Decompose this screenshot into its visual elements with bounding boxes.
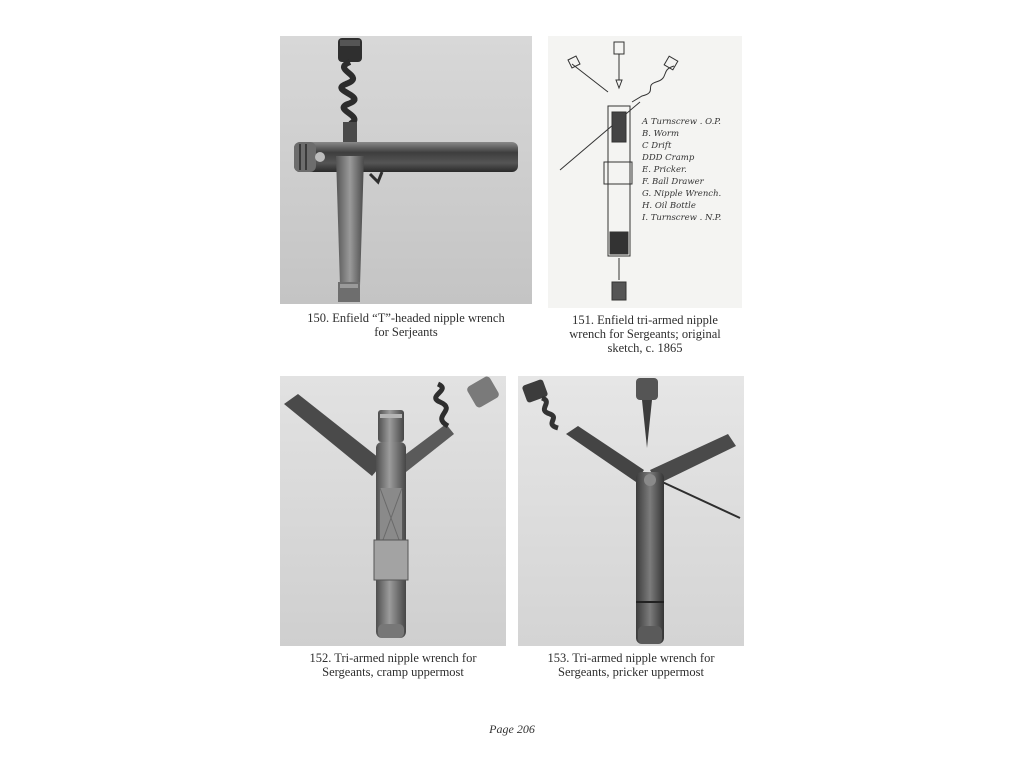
t-headed-wrench-image xyxy=(280,36,532,304)
caption-line: 153. Tri-armed nipple wrench for xyxy=(547,651,715,665)
sketch-key-line: F. Ball Drawer xyxy=(642,177,704,187)
caption-line: 151. Enfield tri-armed nipple xyxy=(572,313,718,327)
tri-armed-wrench-pricker-image xyxy=(518,376,744,646)
tri-armed-wrench-cramp-image xyxy=(280,376,506,646)
sketch-key-line: G. Nipple Wrench. xyxy=(642,189,722,199)
caption-line: 152. Tri-armed nipple wrench for xyxy=(309,651,477,665)
sketch-key-line: E. Pricker. xyxy=(642,165,687,175)
sketch-key-line: H. Oil Bottle xyxy=(642,201,696,211)
plate-150-photo xyxy=(280,36,532,304)
caption-line: 150. Enfield “T”-headed nipple wrench xyxy=(307,311,505,325)
plate-152-caption xyxy=(280,651,506,679)
sketch-key-line: A Turnscrew . O.P. xyxy=(642,117,721,127)
caption-line: for Serjeants xyxy=(374,325,438,339)
plate-152-photo xyxy=(280,376,506,646)
plate-153-caption xyxy=(518,651,744,679)
caption-line: Sergeants, cramp uppermost xyxy=(322,665,464,679)
plate-153-photo xyxy=(518,376,744,646)
caption-line: sketch, c. 1865 xyxy=(607,341,683,355)
sketch-key-line: C Drift xyxy=(642,141,672,151)
tri-armed-wrench-sketch-image xyxy=(548,36,742,308)
plate-150-caption xyxy=(280,311,532,339)
sketch-key-line: B. Worm xyxy=(642,129,680,139)
sketch-key-line: DDD Cramp xyxy=(642,153,695,163)
plate-151-caption xyxy=(548,313,742,355)
caption-line: wrench for Sergeants; original xyxy=(569,327,721,341)
caption-line: Sergeants, pricker uppermost xyxy=(558,665,704,679)
sketch-key-line: I. Turnscrew . N.P. xyxy=(642,213,722,223)
page-number: Page 206 xyxy=(489,722,535,736)
plate-151-sketch xyxy=(548,36,742,308)
